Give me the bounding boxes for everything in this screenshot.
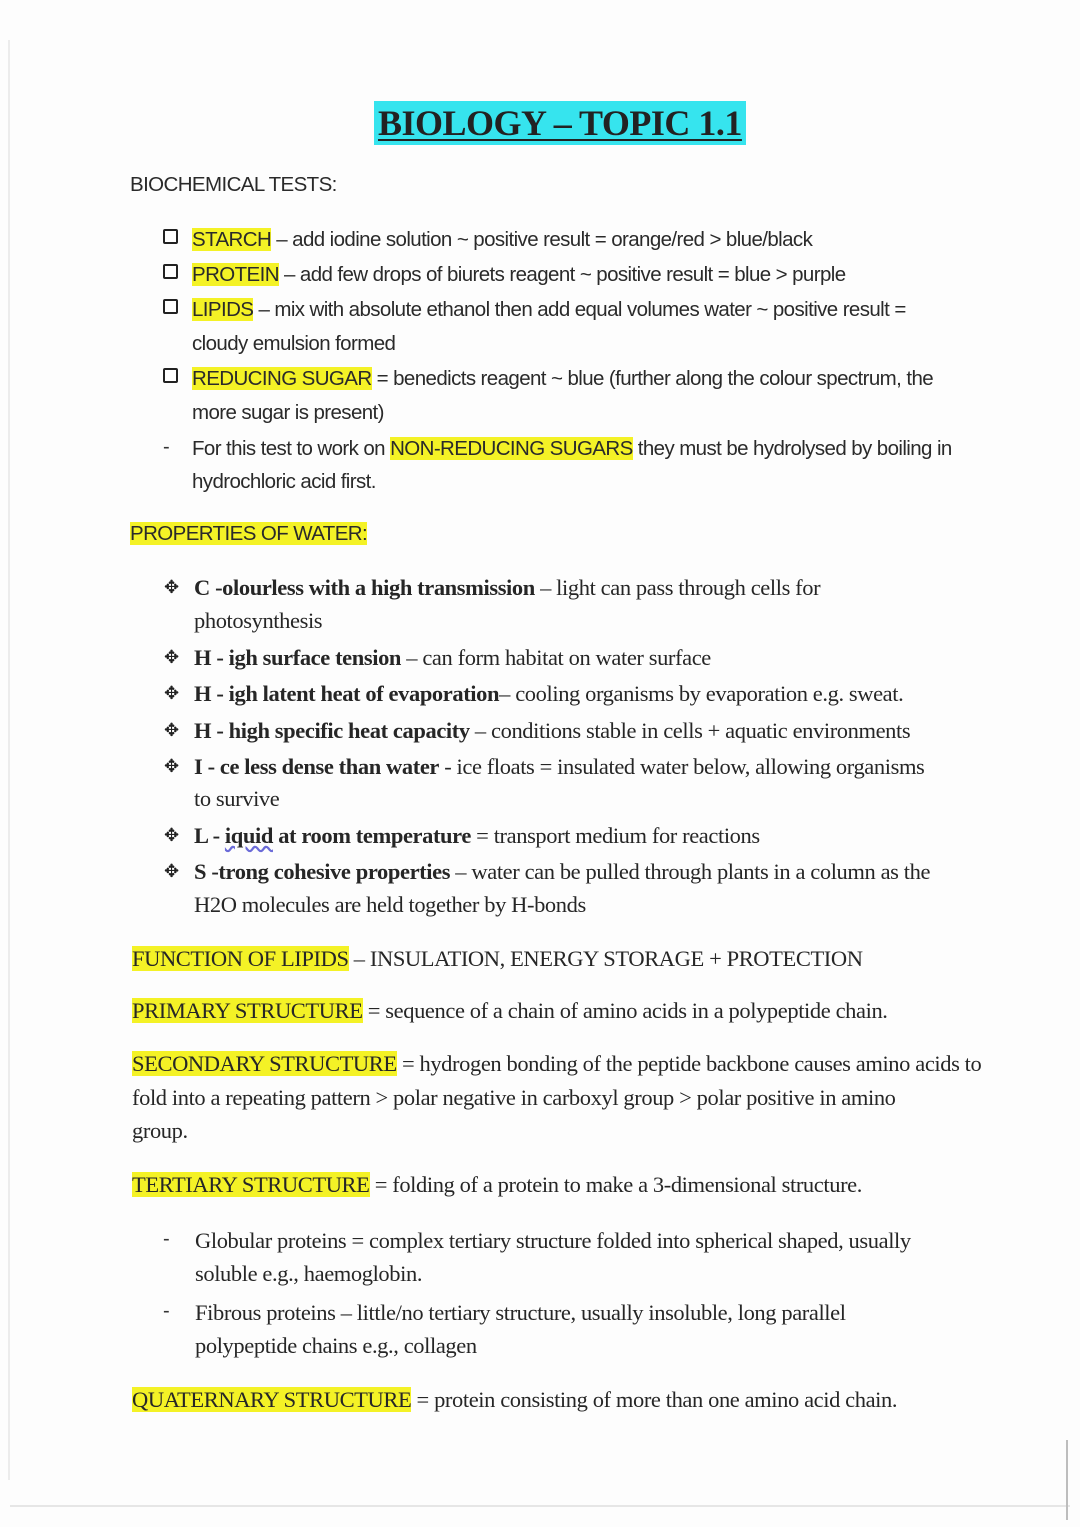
water-item-bold: at room temperature — [272, 823, 471, 848]
diamond-bullet-icon: ✥ — [164, 825, 180, 846]
water-item-text: – can form habitat on water surface — [401, 645, 711, 670]
diamond-bullet-icon: ✥ — [164, 683, 180, 704]
water-item-text: – water can be pulled through plants in a column as the — [450, 859, 931, 884]
lipids-text: – mix with absolute ethanol then add equal volumes water ~ positive result = — [253, 298, 906, 321]
water-item-bold: H - high specific heat capacity — [194, 718, 470, 743]
protein-line — [192, 260, 846, 290]
primary-structure-text: = sequence of a chain of amino acids in a polypeptide chain. — [362, 998, 888, 1023]
lipids-key: LIPIDS — [192, 298, 254, 321]
dash-bullet: - — [163, 1228, 170, 1250]
water-item-cohesive — [194, 857, 930, 887]
diamond-bullet-icon: ✥ — [164, 720, 180, 741]
quaternary-structure-text: = protein consisting of more than one amino acid chain. — [411, 1387, 898, 1412]
diamond-bullet-icon: ✥ — [164, 577, 180, 598]
globular-proteins-cont: soluble e.g., haemoglobin. — [195, 1261, 423, 1286]
scan-edge-left — [8, 40, 10, 1480]
note-pre: For this test to work on — [192, 437, 391, 460]
starch-key: STARCH — [192, 228, 272, 251]
reducing-sugar-cont: more sugar is present) — [192, 401, 384, 424]
diamond-bullet-icon: ✥ — [164, 861, 180, 882]
dash-bullet: - — [163, 1300, 170, 1322]
dash-bullet: - — [163, 436, 170, 458]
water-item-bold: I - ce less dense than water — [194, 754, 440, 779]
water-item-text: – cooling organisms by evaporation e.g. sweat. — [499, 681, 904, 706]
water-item-liquid — [194, 821, 760, 851]
water-item-bold: H - igh surface tension — [194, 645, 402, 670]
globular-proteins-line: Globular proteins = complex tertiary structure folded into spherical shaped, usually — [195, 1228, 911, 1253]
primary-structure-line — [132, 996, 888, 1026]
fibrous-proteins-line: Fibrous proteins – little/no tertiary structure, usually insoluble, long parallel — [195, 1300, 846, 1325]
water-item-bold: H - igh latent heat of evaporation — [194, 681, 500, 706]
diamond-bullet-icon: ✥ — [164, 647, 180, 668]
secondary-structure-text: = hydrogen bonding of the peptide backbone causes amino acids to — [396, 1051, 982, 1076]
water-item-text: – light can pass through cells for — [534, 575, 821, 600]
lipids-function-text: – INSULATION, ENERGY STORAGE + PROTECTION — [348, 946, 863, 971]
tertiary-structure-key: TERTIARY STRUCTURE — [132, 1172, 370, 1197]
water-item-text: = transport medium for reactions — [470, 823, 760, 848]
tertiary-structure-text: = folding of a protein to make a 3-dimensional structure. — [369, 1172, 862, 1197]
reducing-sugar-text: = benedicts reagent ~ blue (further along the colour spectrum, the — [371, 367, 934, 390]
lipids-line — [192, 295, 906, 325]
water-item-bold: S -trong cohesive properties — [194, 859, 451, 884]
water-item-bold: C -olourless with a high transmission — [194, 575, 535, 600]
scan-edge-bottom — [10, 1505, 1070, 1507]
water-item-bold-wavy: iquid — [224, 823, 273, 848]
quaternary-structure-line — [132, 1385, 897, 1415]
reducing-sugar-line — [192, 364, 933, 394]
checkbox-icon — [163, 229, 178, 244]
water-heading-text: PROPERTIES OF WATER: — [130, 522, 368, 545]
non-reducing-note — [192, 434, 952, 464]
water-item-ice — [194, 752, 924, 782]
biochemical-heading: BIOCHEMICAL TESTS: — [130, 173, 337, 196]
water-item-cont: photosynthesis — [194, 608, 323, 633]
diamond-bullet-icon: ✥ — [164, 756, 180, 777]
note-post: they must be hydrolysed by boiling in — [632, 437, 952, 460]
scan-edge-right — [1066, 1440, 1068, 1520]
water-item-bold-pre: L - — [194, 823, 225, 848]
protein-text: – add few drops of biurets reagent ~ positive result = blue > purple — [278, 263, 846, 286]
starch-line — [192, 225, 812, 255]
checkbox-icon — [163, 299, 178, 314]
lipids-function-key: FUNCTION OF LIPIDS — [132, 946, 349, 971]
non-reducing-key: NON-REDUCING SUGARS — [390, 437, 633, 460]
lipids-cont: cloudy emulsion formed — [192, 332, 396, 355]
water-item-surface-tension — [194, 643, 711, 673]
quaternary-structure-key: QUATERNARY STRUCTURE — [132, 1387, 412, 1412]
protein-key: PROTEIN — [192, 263, 279, 286]
starch-text: – add iodine solution ~ positive result = orange/red > blue/black — [271, 228, 813, 251]
checkbox-icon — [163, 368, 178, 383]
secondary-structure-line — [132, 1049, 981, 1079]
checkbox-icon — [163, 264, 178, 279]
water-item-text: - ice floats = insulated water below, allowing organisms — [439, 754, 925, 779]
tertiary-structure-line — [132, 1170, 862, 1200]
lipids-function-line — [132, 944, 863, 974]
page-title: BIOLOGY – TOPIC 1.1 — [374, 101, 746, 145]
secondary-structure-key: SECONDARY STRUCTURE — [132, 1051, 397, 1076]
water-item-cont: H2O molecules are held together by H-bonds — [194, 892, 586, 917]
primary-structure-key: PRIMARY STRUCTURE — [132, 998, 363, 1023]
secondary-structure-cont: fold into a repeating pattern > polar negative in carboxyl group > polar positive in amino — [132, 1085, 896, 1110]
water-item-colourless — [194, 573, 820, 603]
water-item-latent-heat — [194, 679, 903, 709]
secondary-structure-cont: group. — [132, 1118, 188, 1143]
non-reducing-note-cont: hydrochloric acid first. — [192, 470, 376, 493]
water-item-cont: to survive — [194, 786, 280, 811]
water-heading — [130, 519, 367, 549]
water-item-heat-capacity — [194, 716, 910, 746]
reducing-sugar-key: REDUCING SUGAR — [192, 367, 372, 390]
fibrous-proteins-cont: polypeptide chains e.g., collagen — [195, 1333, 477, 1358]
water-item-text: – conditions stable in cells + aquatic environments — [469, 718, 911, 743]
